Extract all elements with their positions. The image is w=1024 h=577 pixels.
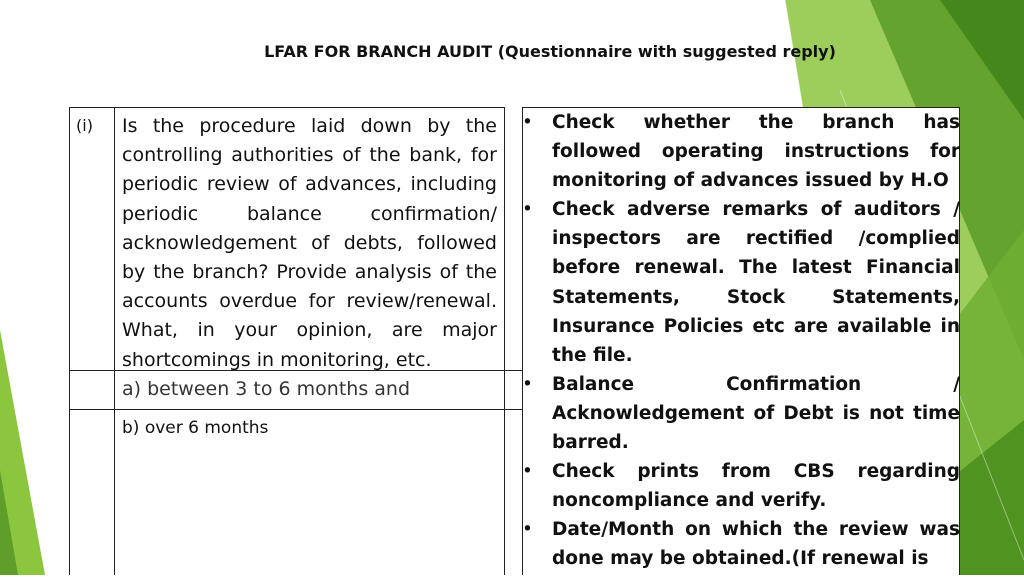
reply-text: Date/Month on which the review was done may be obtained.(If renewal is [552,519,960,570]
question-number: (i) [76,116,93,135]
reply-item [524,108,960,195]
sub-question-b: b) over 6 months [122,418,269,438]
bullet-icon: • [522,199,533,221]
reply-item [524,370,960,457]
bullet-icon: • [522,519,533,541]
reply-text: Check whether the branch has followed operating instructions for monitoring of advances issued by H.O [552,112,960,192]
bullet-icon: • [522,112,533,133]
reply-text: Check prints from CBS regarding noncompliance and verify. [552,461,960,512]
suggested-reply-list [524,108,960,574]
bullet-icon: • [522,461,533,483]
reply-item [524,195,960,370]
reply-item [524,515,960,573]
bullet-icon: • [522,373,533,395]
page-title: LFAR FOR BRANCH AUDIT (Questionnaire with suggested reply) [264,42,836,61]
sub-question-a: a) between 3 to 6 months and [122,378,411,400]
reply-text: Balance Confirmation / Acknowledgement of Debt is not time barred. [552,373,960,454]
reply-item [524,457,960,515]
question-text: Is the procedure laid down by the controlling authorities of the bank, for periodic review of advances, including periodic balance confirmation/ acknowledgement of debts, followed by the branch? Provide analysis of the accounts overdue for review/renewal. What, in your opinion, are major shortcomings in monitoring, etc. [122,115,497,371]
reply-text: Check adverse remarks of auditors / inspectors are rectified /complied before renewal. The latest Financial Statements, Stock Statements, Insurance Policies etc are available in the file. [552,199,960,366]
